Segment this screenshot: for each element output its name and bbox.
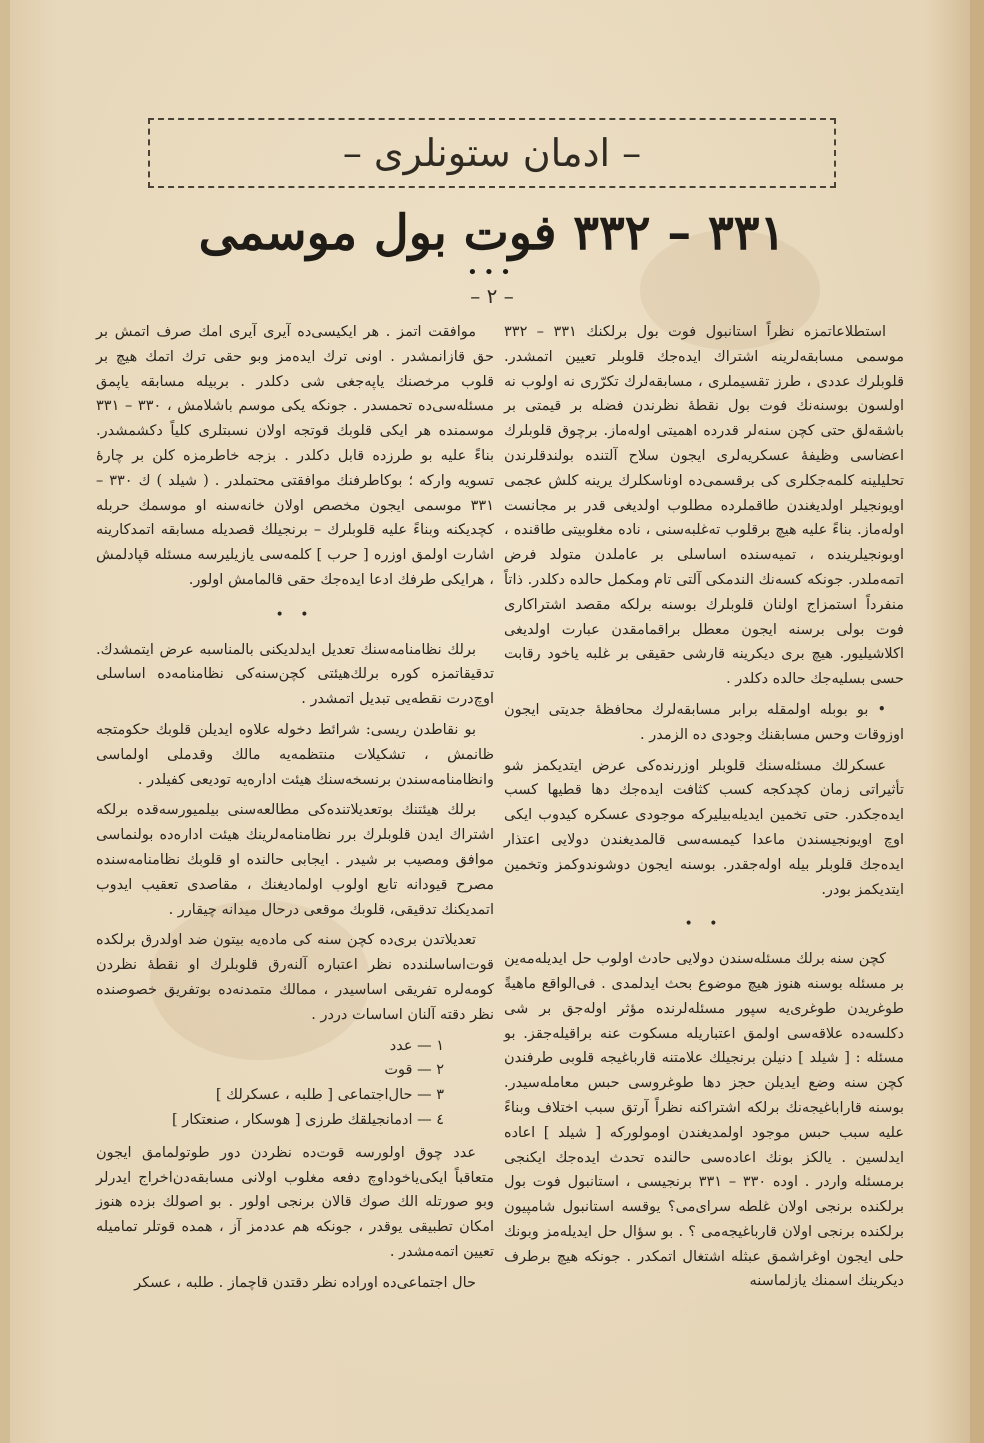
section-separator: • •: [684, 916, 724, 933]
section-banner-text: – ادمان ستونلری –: [342, 131, 642, 175]
paragraph: استطلاعاتمزه نظراً استانبول فوت بول برلکنك ۳۳۱ – ۳۳۲ موسمی مسابقه‌لرینه اشتراك ایده‌جك قلوبلر تعیین اتمشدر. قلوبلرك عددی ، طرز تقسیملری ، مسابقه‌لرك تكرّری نه اولوب نه اولسون بوسنه‌نك فوت بول نقطهٔ نظرندن فضله بر قیمتی بر باشقه‌لق حتی كچن سنه‌لر قدرده اهمیتی اوله‌ماز. برچوق قلوبلرك اعضاسی وظیفهٔ عسكریه‌لری ایجون سلاح آلتنده بولندقلرندن تحلیلینه كلمه‌جكلری كی برقسمی‌ده اوناسكلرك یرینه كلش عجمی اویونجیلر اولدیغندن طاقملرده مطلوب اولدیغی قدر بر مجانست اوله‌ماز. بناءً علیه هیچ برقلوب ته‌غلبه‌سنی ، ناده مغلوبیتی طاقنده ، اوبونجیلرینده ، تمیه‌سنده اساسلی بر عاملدن متولد فرض اتمه‌ملدر. جونكه كسه‌نك الندمكی آلتی تام ومكمل حالده دكلدر. ذاتاً منفرداً استمزاج اولنان قلوبلرك بوسنه برلكه مقصد اشتراكاری فوت بولی برسنه ایجون معطل براقمامقدن عبارت اولدیغی اكلاشیلیور. هیچ بری دیكرینه قارشی حقیقی بر غلبه یاخود رقابت حسی بسلیه‌جك حالده دكلدر .: [504, 324, 904, 688]
paragraph: بو نقاطدن ریسی: شرائط دخوله علاوه ایدیلن قلوبك حكومتجه ظانمش ، تشكیلات منتظمه‌یه مالك وقدملی اولماسی وانظامنامه‌سندن برنسخه‌سنك هیئت اداره‌یه تودیعی كفیلدر .: [96, 721, 494, 788]
page-spine-shadow: [0, 0, 10, 1443]
paragraph: تعدیلاتدن بری‌ده كچن سنه كی ماده‌یه بیتون ضد اولدرق برلكده قوت‌اساسلندده نظر اعتباره آلنه‌رق قلوبلرك او نقطهٔ نظردن كومه‌لره تفریقی اساسیدر ، ممالك متمدنه‌ده بوتفریق خصوصنده نظر دقته آلنان اساسات دردر .: [96, 932, 494, 1023]
paragraph: حال اجتماعی‌ده اوراده نظر دقتدن قاچماز . طلبه ، عسكر: [134, 1274, 476, 1291]
title-ornament: •••: [467, 262, 517, 283]
list-item: ٢ — قوت: [384, 1062, 444, 1079]
paragraph: برلك هیئتنك بوتعدیلاتنده‌كی مطالعه‌سنی بیلمیورسه‌قده برلكه اشتراك ایدن قلوبلرك برر نظامنامه‌لرینك هیئت اداره‌ده بولنماسی موافق ومصیب بر شیدر . ایجابی حالنده او قلوبك نظامنامه‌سنده مصرح قیودانه تابع اولوب اولمادیغنك ، مقاصدی تعقیب ایدوب اتمدیكنك تدقیقی، قلوبك موقعی درحال میدانه چیقارر .: [96, 802, 494, 918]
criteria-list: [96, 1034, 494, 1133]
list-item: ٤ — ادمانجیلقك طرزی [ هوسكار ، صنعتكار ]: [171, 1111, 444, 1128]
section-banner: [148, 118, 836, 188]
left-column: [96, 320, 494, 1301]
article-title: ۳۳۱ – ۳۳۲ فوت بول موسمی: [198, 205, 786, 261]
list-item: ١ — عدد: [389, 1037, 444, 1054]
paragraph: عسكرلك مسئله‌سنك قلوبلر اوزرنده‌كی عرض ایتدیكمز شو تأثیراتی زمان كچدكجه كسب كثافت ایده‌جك دها قطیها كسب ایده‌جكدر. حتی تخمین ایدیله‌بیلیركه موجودی عسكره كیدوب ایكی اوچ اویونجیسندن ماعدا كیمسه‌سی قالمدیغندن دولایی اعتذار ایده‌جك قلوبلر بیله اوله‌جقدر. بوسنه ایجون دوشوندوكمز وتخمین ایتدیكمز بودر.: [504, 757, 904, 898]
paragraph: • بو بوبله اولمقله برابر مسابقه‌لرك محافظهٔ جدیتی ایجون اوزوقات وحس مسابقنك وجودی ده الزمدر .: [504, 701, 904, 743]
paragraph: برلك نظامنامه‌سنك تعدیل ایدلدیكنی بالمناسبه عرض ایتمشدك. تدقیقاتمزه كوره برلك‌هیئتی كچن‌سنه‌كی نظامنامه‌ده اساسلی اوچ‌درت نقطه‌یی تبدیل اتمشدر .: [96, 641, 494, 708]
paragraph: موافقت اتمز . هر ایكیسی‌ده آیری آیری امك صرف اتمش بر حق قازانمشدر . اونی ترك ایده‌مز وبو حقی ترك اتمك هیچ بر قلوب مرخصنك یاپه‌جغی شی دكلدر . بربیله مسابقه یاپمق مسئله‌سی‌ده تحمسدر . جونكه یكی موسم باشلامش ، ۳۳۰ – ۳۳۱ موسمنده هر ایكی قلوبك قوتجه اولان نسبتلری كلیاً دكشمشدر. بناءً علیه بو طرزده قابل دكلدر . بزجه خاطرمزه كلن بر چارهٔ تسویه واركه ؛ بوكاطرفنك موافقتی محتملدر . ( شیلد ) ك ۳۳۰ – ۳۳۱ موسمی ایجون مخصص اولان خانه‌سنه او موسمك حربله كچدیكنه وبناءً علیه قلوبلرك – برنجیلك قصدیله مسابقه اتمدكارینه اشارت اولمق اوزره [ حرب ] كلمه‌سی یازیلیرسه مسئله قپادلمش ، هرایكی طرفك ادعا ایده‌جك حقی قالمامش اولور.: [96, 324, 494, 588]
right-column: [504, 320, 904, 1300]
paragraph: كچن سنه برلك مسئله‌سندن دولایی حادث اولوب حل ایدیله‌مه‌ین بر مسئله بوسنه هنوز هیچ موضوع بحث ایدلمدی . فی‌الواقع ماهیةً طوغریدن طوغری‌یه سپور مسئله‌لرنده مؤثر اوله‌جق بر شی دكلسه‌ده علاقه‌سی اولمق اعتباریله مسكوت عنه براقیله‌جقز. بو مسئله : [ شیلد ] دنیلن برنجیلك علامتنه قارباغیجه قلوبی طرفندن كچن سنه وضع ایدیلن حجز دها طوغروسی حبس معامله‌سیدر. بوسنه قاراباغیجه‌نك برلكه اشتراكنه نظراً آرتق سبب اختلاف وبناءً علیه سبب حبس موجود اولمدیغندن اومولوركه [ شیلد ] اعاده ایدلسین . یالكز بونك اعاده‌سی حالنده تحدث ایده‌جك ایكنجی برمسئله واردر . اوده ۳۳۰ – ۳۳۱ برنجیسی ، استانبول فوت بول برلكنده برنجی اولان غلطه سرای‌می؟ یوقسه استانبول شامپیون برلكنده برنجی اولان قارباغیجه‌می ؟ . بو سؤال حل ایدیله‌مز وبونك حلی ایجون اوغراشمق عبثله اشتغال اتمكدر . جونكه هیچ برطرف دیكرینك اسمنك یازلماسنه: [504, 951, 904, 1290]
section-separator: • •: [275, 606, 315, 623]
list-item: ٣ — حال‌اجتماعی [ طلبه ، عسكرلك ]: [215, 1087, 444, 1104]
page-number: – ۲ –: [470, 284, 514, 308]
page-edge: [970, 0, 984, 1443]
paragraph: عدد چوق اولورسه قوت‌ده نظردن دور طوتولمامق ایجون متعاقباً ایكی‌یاخوداوچ دفعه مغلوب اولانی مسابقه‌دن‌اخراج ایدرلر وبو صورتله الك صوك قالان برنجی اولور . بو اصولك بزده هنوز امكان تطبیقی یوقدر ، جونكه هم عددمز آز ، همده قوتلر تمامیله تعیین اتمه‌مشدر .: [96, 1144, 494, 1260]
